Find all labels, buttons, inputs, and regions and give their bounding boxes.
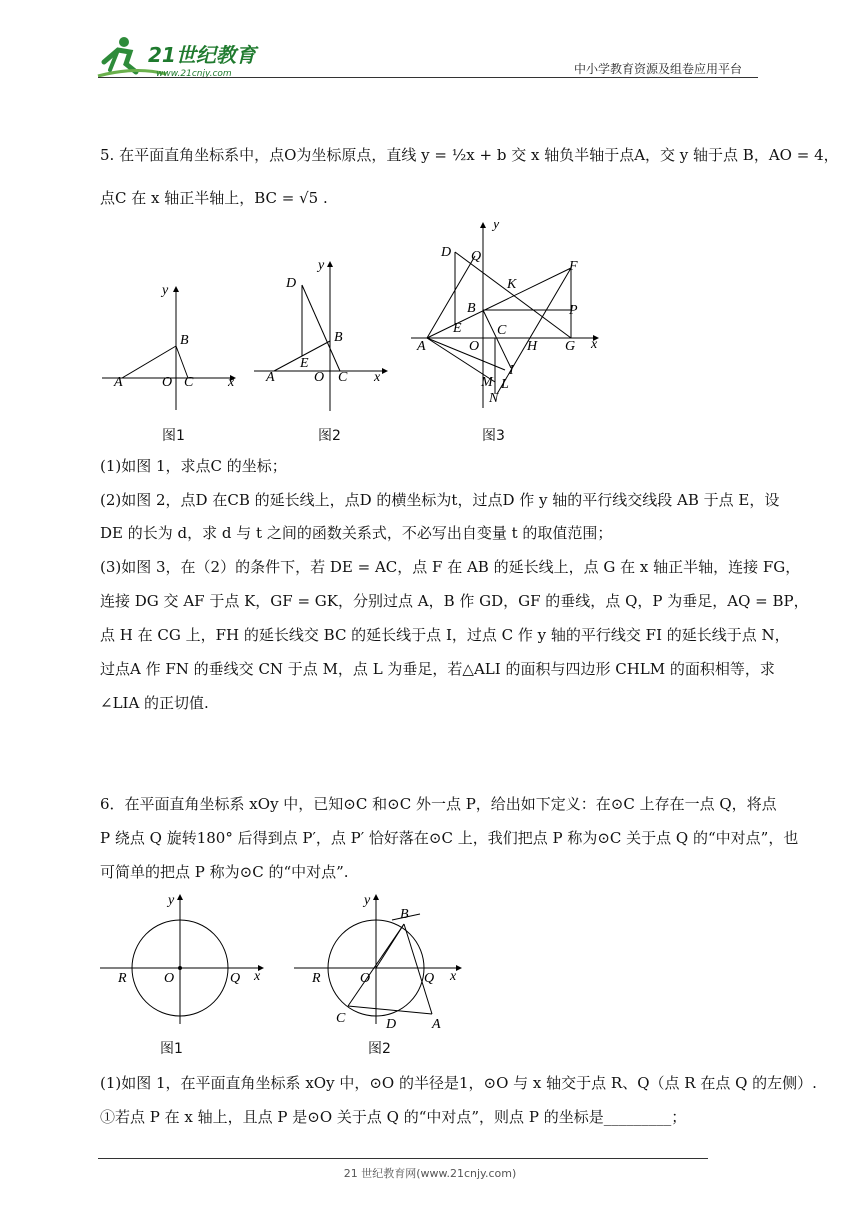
svg-text:R: R xyxy=(118,971,127,986)
svg-text:x: x xyxy=(591,337,598,352)
logo-url: www.21cnjy.com xyxy=(156,69,232,79)
svg-text:x: x xyxy=(450,969,457,984)
svg-text:E: E xyxy=(453,321,462,336)
svg-text:N: N xyxy=(489,391,499,406)
q6-line3: 可简单的把点 P 称为⊙C 的“中对点”. xyxy=(100,863,349,881)
footer-divider xyxy=(98,1158,708,1159)
q5-fig2-caption: 图2 xyxy=(318,428,341,444)
logo-text: 21世纪教育 xyxy=(148,43,256,67)
svg-text:E: E xyxy=(300,356,309,371)
svg-text:R: R xyxy=(312,971,321,986)
q5-part3a: (3)如图 3，在（2）的条件下，若 DE = AC，点 F 在 AB 的延长线上，点 G 在 x 轴正半轴，连接 FG， xyxy=(100,558,801,576)
svg-text:B: B xyxy=(467,301,476,316)
q6-figure-2 xyxy=(292,890,472,1030)
svg-text:L: L xyxy=(501,377,509,392)
q5-part3c: 点 H 在 CG 上，FH 的延长线交 BC 的延长线于点 I，过点 C 作 y 轴的平行线交 FI 的延长线于点 N， xyxy=(100,626,790,644)
svg-text:O: O xyxy=(162,375,173,390)
svg-text:O: O xyxy=(314,370,325,385)
q6-figure-1 xyxy=(98,890,268,1030)
q5-fig1-caption: 图1 xyxy=(162,428,185,444)
svg-text:P: P xyxy=(569,303,578,318)
platform-name: 中小学教育资源及组卷应用平台 xyxy=(574,62,743,76)
svg-text:y: y xyxy=(493,222,500,232)
svg-text:M: M xyxy=(481,375,493,390)
svg-text:B: B xyxy=(334,330,343,345)
header-divider xyxy=(98,77,758,78)
q6-fig2-caption: 图2 xyxy=(368,1041,391,1057)
svg-text:A: A xyxy=(432,1017,441,1030)
svg-text:A: A xyxy=(114,375,123,390)
q5-figure-3 xyxy=(405,222,605,412)
q5-part2b: DE 的长为 d，求 d 与 t 之间的函数关系式，不必写出自变量 t 的取值范围； xyxy=(100,524,613,542)
svg-text:K: K xyxy=(507,277,517,292)
svg-text:x: x xyxy=(254,969,261,984)
q5-part1: (1)如图 1，求点C 的坐标； xyxy=(100,457,287,475)
svg-text:y: y xyxy=(318,258,325,273)
svg-text:y: y xyxy=(364,893,371,908)
svg-text:O: O xyxy=(164,971,175,986)
svg-text:B: B xyxy=(180,333,189,348)
svg-text:B: B xyxy=(400,907,409,922)
svg-text:A: A xyxy=(266,370,275,385)
svg-text:C: C xyxy=(336,1011,346,1026)
svg-text:D: D xyxy=(286,276,297,291)
svg-text:D: D xyxy=(386,1017,397,1030)
q5-part3d: 过点A 作 FN 的垂线交 CN 于点 M，点 L 为垂足，若△ALI 的面积与四边形 CHLM 的面积相等，求 xyxy=(100,660,775,678)
svg-text:H: H xyxy=(527,339,538,354)
svg-text:x: x xyxy=(374,370,381,385)
q5-line1: 5. 在平面直角坐标系中，点O为坐标原点，直线 y = ½x + b 交 x 轴负半轴于点A，交 y 轴于点 B，AO = 4， xyxy=(100,146,839,164)
q6-line1: 6．在平面直角坐标系 xOy 中，已知⊙C 和⊙C 外一点 P，给出如下定义：在⊙C 上存在一点 Q，将点 xyxy=(100,795,777,813)
svg-text:C: C xyxy=(497,323,507,338)
svg-text:C: C xyxy=(338,370,348,385)
footer-text: 21 世纪教育网(www.21cnjy.com) xyxy=(343,1167,517,1180)
svg-text:C: C xyxy=(184,375,194,390)
q5-figure-1 xyxy=(100,282,240,412)
svg-text:Q: Q xyxy=(230,971,241,986)
svg-text:Q: Q xyxy=(424,971,435,986)
q5-fig3-caption: 图3 xyxy=(482,428,505,444)
svg-text:O: O xyxy=(360,971,371,986)
q6-part1: (1)如图 1，在平面直角坐标系 xOy 中，⊙O 的半径是1，⊙O 与 x 轴交于点 R、Q（点 R 在点 Q 的左侧）. xyxy=(100,1074,817,1092)
q6-part1a: ①若点 P 在 x 轴上，且点 P 是⊙O 关于点 Q 的“中对点”，则点 P 的坐标是_________； xyxy=(100,1108,687,1126)
svg-text:y: y xyxy=(168,893,175,908)
q5-part2a: (2)如图 2，点D 在CB 的延长线上，点D 的横坐标为t，过点D 作 y 轴的平行线交线段 AB 于点 E，设 xyxy=(100,491,780,509)
q5-part3e: ∠LIA 的正切值. xyxy=(100,694,209,712)
q5-figure-2 xyxy=(250,255,400,415)
svg-text:I: I xyxy=(509,363,514,378)
svg-text:x: x xyxy=(228,375,235,390)
q5-line2: 点C 在 x 轴正半轴上，BC = √5 . xyxy=(100,189,328,207)
svg-text:Q: Q xyxy=(471,249,482,264)
svg-text:O: O xyxy=(469,339,480,354)
svg-text:D: D xyxy=(441,245,452,260)
q6-fig1-caption: 图1 xyxy=(160,1041,183,1057)
q5-part3b: 连接 DG 交 AF 于点 K，GF = GK，分别过点 A，B 作 GD，GF 的垂线，点 Q，P 为垂足，AQ = BP， xyxy=(100,592,809,610)
svg-text:y: y xyxy=(162,283,169,298)
svg-text:G: G xyxy=(565,339,576,354)
q6-line2: P 绕点 Q 旋转180° 后得到点 P′，点 P′ 恰好落在⊙C 上，我们把点 P 称为⊙C 关于点 Q 的“中对点”，也 xyxy=(100,829,799,847)
svg-text:F: F xyxy=(569,259,578,274)
svg-text:A: A xyxy=(417,339,426,354)
site-logo xyxy=(96,36,266,80)
